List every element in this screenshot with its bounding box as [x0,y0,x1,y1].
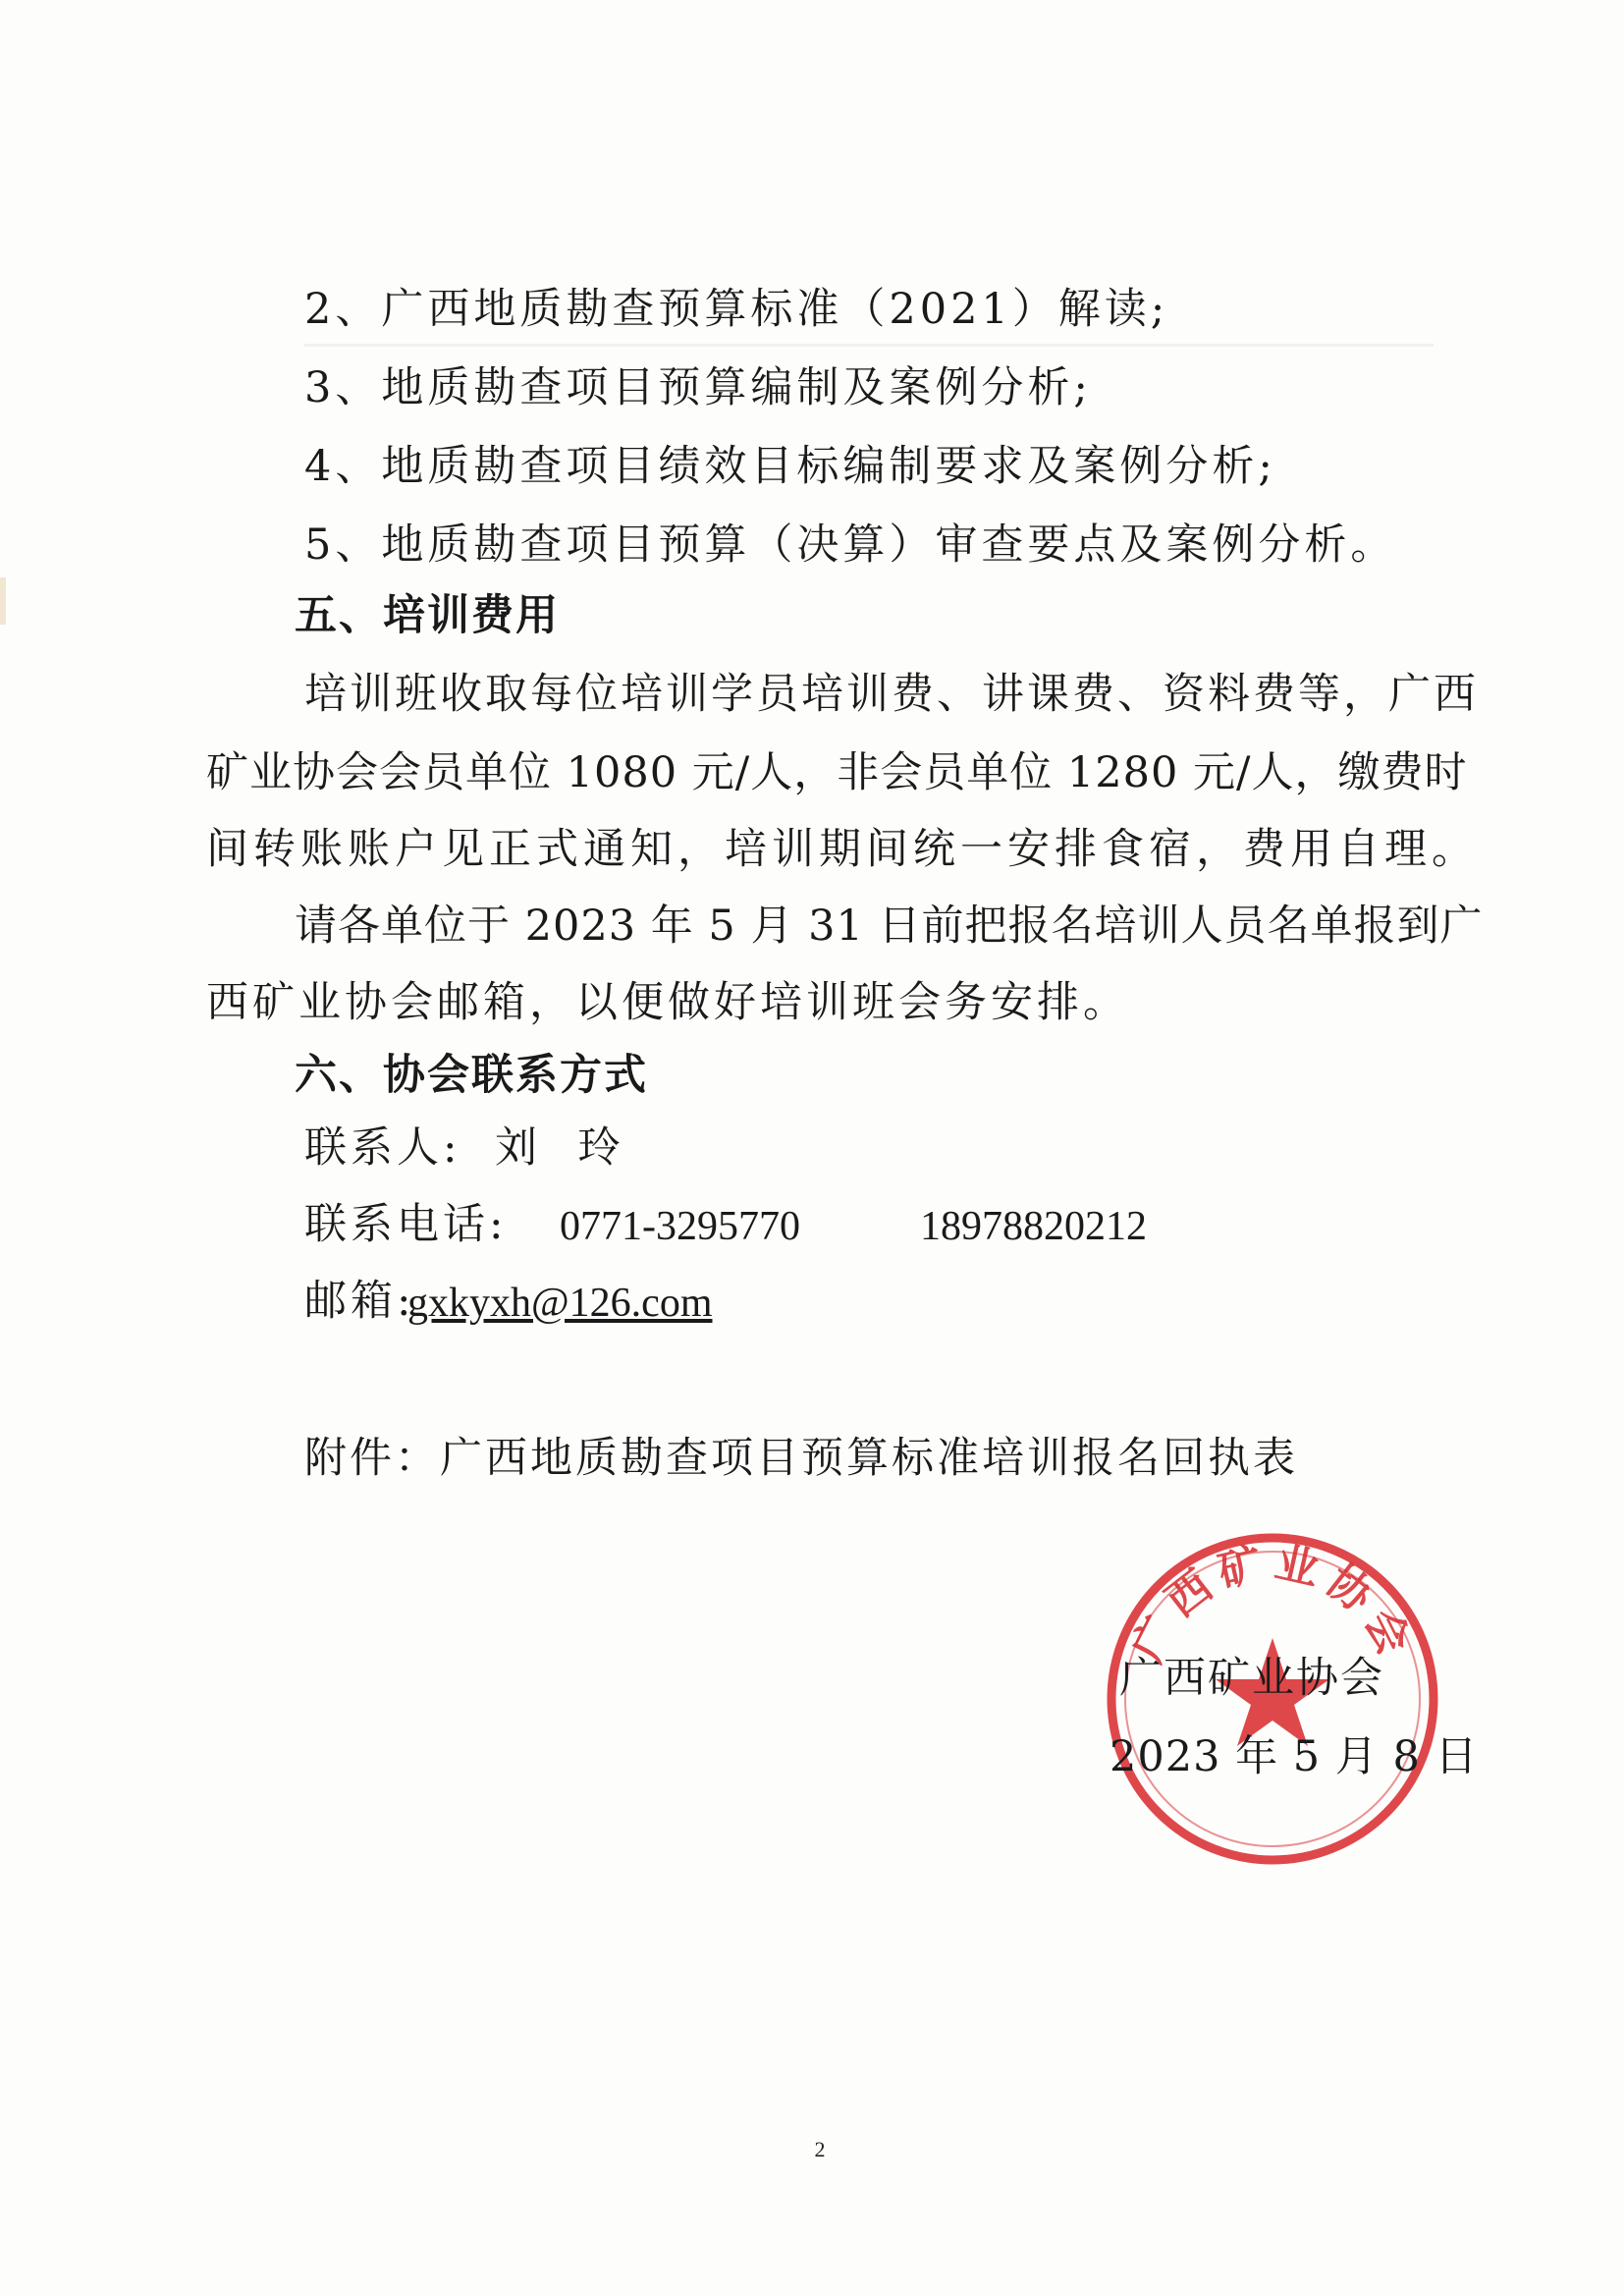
fee-paragraph-line-2: 矿业协会会员单位 1080 元/人，非会员单位 1280 元/人，缴费时 [206,748,1468,797]
deadline-paragraph-line-2: 西矿业协会邮箱，以便做好培训班会务安排。 [206,978,1129,1027]
signature-date: 2023 年 5 月 8 日 [1110,1732,1479,1781]
item-5: 5、地质勘查项目预算（决算）审查要点及案例分析。 [304,520,1397,570]
phone-number-1: 0771-3295770 [560,1204,800,1249]
attachment-line: 附件：广西地质勘查项目预算标准培训报名回执表 [304,1434,1298,1483]
item-3: 3、地质勘查项目预算编制及案例分析; [304,363,1092,412]
email-link[interactable]: gxkyxh@126.com [407,1281,713,1326]
contact-label: 联系人: [304,1123,461,1173]
scan-edge-mark [0,577,6,625]
item-2: 2、广西地质勘查预算标准（2021）解读; [304,285,1169,334]
section-6-heading: 六、协会联系方式 [295,1051,648,1100]
signature-organization: 广西矿业协会 [1119,1654,1384,1703]
item-4: 4、地质勘查项目绩效目标编制要求及案例分析; [304,442,1276,491]
contact-name: 刘 玲 [495,1123,634,1173]
seal-text: 广西矿业协会 [1122,1537,1423,1670]
phone-number-2: 18978820212 [920,1204,1147,1249]
deadline-paragraph-line-1: 请各单位于 2023 年 5 月 31 日前把报名培训人员名单报到广 [295,902,1484,951]
section-5-heading: 五、培训费用 [295,591,560,640]
email-label: 邮箱: [304,1277,415,1326]
fee-paragraph-line-1: 培训班收取每位培训学员培训费、讲课费、资料费等，广西 [304,670,1479,719]
phone-label: 联系电话: [304,1200,508,1249]
bleed-through-rule [304,344,1434,347]
fee-paragraph-line-3: 间转账账户见正式通知，培训期间统一安排食宿，费用自理。 [206,825,1479,874]
page-number: 2 [814,2137,826,2161]
